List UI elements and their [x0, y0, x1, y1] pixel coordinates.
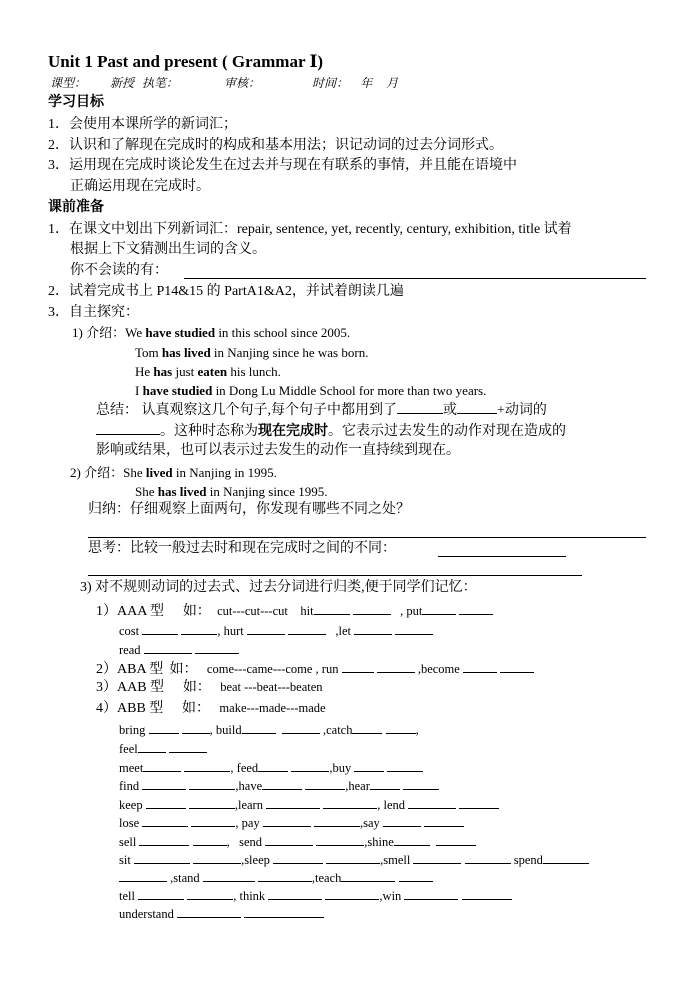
verb-word: understand [119, 907, 174, 921]
blank[interactable] [325, 887, 379, 900]
verb-word: cost [119, 624, 140, 638]
verb-word: , think [233, 889, 266, 903]
aab-label: 3）AAB 型 [96, 680, 165, 695]
verb-example: come---came---come [206, 662, 313, 676]
text: 或 [443, 403, 457, 418]
blank[interactable] [459, 796, 499, 809]
example-label: 如： [182, 701, 211, 716]
blank[interactable] [386, 721, 416, 734]
aba-label: 2）ABA 型 [96, 662, 164, 677]
blank[interactable] [262, 777, 302, 790]
think-blank[interactable] [438, 556, 566, 557]
text: in Dong Lu Middle School for more than two years. [212, 383, 487, 398]
blank[interactable] [139, 833, 189, 846]
blank[interactable] [146, 796, 186, 809]
verb-word: feel [119, 742, 138, 756]
verb-word: ,win [379, 889, 402, 903]
abb-line [119, 796, 499, 813]
prep-item-3: 3．自主探究： [48, 305, 139, 320]
abb-line [119, 851, 589, 868]
bold-verb: have studied [142, 383, 213, 398]
blank[interactable] [326, 851, 380, 864]
abb-line [119, 869, 433, 886]
verb-word: , pay [235, 816, 260, 830]
verb-word: , put [400, 604, 423, 618]
blank[interactable] [96, 422, 160, 435]
goals-heading: 学习目标 [48, 95, 104, 110]
blank[interactable] [543, 851, 589, 864]
blank[interactable] [342, 660, 374, 673]
blank[interactable] [169, 740, 207, 753]
verb-word: ,shine [364, 835, 394, 849]
verb-word: tell [119, 889, 135, 903]
example-label: 如： [182, 680, 211, 695]
abb-line [119, 833, 476, 850]
verb-word: ,say [359, 816, 380, 830]
verb-word: bring [119, 723, 146, 737]
blank[interactable] [189, 796, 235, 809]
verb-word: , feed [230, 761, 259, 775]
text: in this school since 2005. [215, 325, 351, 340]
blank[interactable] [323, 796, 377, 809]
verb-word: meet [119, 761, 144, 775]
blank[interactable] [187, 887, 233, 900]
verb-word: , lend [377, 798, 405, 812]
prep-item-1-cont: 根据上下文猜测出生词的含义。 [70, 242, 266, 257]
explore2-sentence-1 [70, 465, 277, 481]
verb-word: sell [119, 835, 137, 849]
text: Tom [135, 345, 162, 360]
bold-verb: has lived [161, 345, 211, 360]
abb-line [119, 721, 419, 738]
bold-verb: has [153, 364, 173, 379]
prep-heading: 课前准备 [48, 200, 104, 215]
verb-word: ,hear [345, 779, 370, 793]
blank[interactable] [395, 622, 433, 635]
verb-example: beat ---beat---beaten [220, 680, 323, 694]
verb-example: make---made---made [219, 701, 326, 715]
text: She [135, 484, 158, 499]
blank[interactable] [282, 721, 320, 734]
blank[interactable] [465, 851, 511, 864]
summary-line-2 [96, 422, 566, 441]
page-title: Unit 1 Past and present ( Grammar Ⅰ) [48, 52, 324, 71]
blank[interactable] [404, 887, 458, 900]
verb-word: spend [513, 853, 543, 867]
blank[interactable] [354, 759, 384, 772]
abb-line [119, 905, 324, 922]
blank[interactable] [291, 759, 329, 772]
verb-word: read [119, 643, 141, 657]
text: +动词的 [497, 403, 547, 418]
blank[interactable] [424, 814, 464, 827]
blank[interactable] [314, 602, 350, 615]
verbs-intro: 3) 对不规则动词的过去式、过去分词进行归类,便于同学们记忆： [80, 580, 477, 595]
text: 。它表示过去发生的动作对现在造成的 [328, 424, 566, 439]
prep-item-2: 2．试着完成书上 P14&15 的 PartA1&A2，并试着朗读几遍 [48, 284, 404, 299]
verb-word: , run [315, 662, 339, 676]
blank[interactable] [370, 777, 400, 790]
text: in Nanjing in 1995. [172, 465, 277, 480]
blank[interactable] [463, 660, 497, 673]
conclude-prompt: 归纳：仔细观察上面两句，你发现有哪些不同之处？ [88, 502, 410, 517]
aba-row [96, 660, 534, 679]
verb-word: send [239, 835, 263, 849]
aab-row [96, 680, 323, 697]
blank[interactable] [258, 759, 288, 772]
goal-item: 正确运用现在完成时。 [70, 179, 210, 194]
blank[interactable] [184, 759, 230, 772]
blank[interactable] [182, 721, 210, 734]
blank[interactable] [244, 905, 324, 918]
meta-review-label: 审核： [224, 76, 261, 90]
abb-label: 4）ABB 型 [96, 701, 164, 716]
blank[interactable] [138, 740, 166, 753]
explore1-sentence-1 [72, 325, 350, 341]
verb-word: ,teach [311, 871, 342, 885]
text: She [123, 465, 146, 480]
punct: , [415, 723, 419, 737]
unknown-words-blank[interactable] [184, 278, 646, 279]
explore1-sentence-4 [135, 383, 486, 399]
blank[interactable] [394, 833, 430, 846]
blank[interactable] [314, 814, 360, 827]
abb-row [96, 701, 326, 718]
prep-item-1: 1．在课文中划出下列新词汇：repair, sentence, yet, recently, century, exhibition, title 试着 [48, 222, 572, 237]
blank[interactable] [459, 602, 493, 615]
blank[interactable] [268, 887, 322, 900]
verb-word: , build [209, 723, 242, 737]
bold-verb: have studied [145, 325, 216, 340]
blank[interactable] [193, 833, 227, 846]
blank[interactable] [142, 777, 186, 790]
blank[interactable] [341, 869, 395, 882]
meta-time-label: 时间： [312, 76, 349, 90]
aaa-label: 1）AAA 型 [96, 604, 165, 619]
blank[interactable] [462, 887, 512, 900]
blank[interactable] [387, 759, 423, 772]
verb-example: cut---cut---cut [217, 604, 288, 618]
example-label: 如： [169, 662, 198, 677]
bold-verb: has lived [157, 484, 207, 499]
text: 总结： 认真观察这几个句子,每个句子中都用到了 [96, 403, 397, 418]
blank[interactable] [263, 814, 311, 827]
verb-word: ,learn [234, 798, 263, 812]
meta-author-label: 执笔： [142, 76, 179, 90]
blank[interactable] [142, 814, 188, 827]
aaa-row [96, 602, 493, 621]
unknown-words-label: 你不会读的有： [70, 263, 168, 278]
blank[interactable] [354, 622, 392, 635]
blank[interactable] [403, 777, 439, 790]
blank[interactable] [143, 759, 181, 772]
text: in Nanjing since he was born. [210, 345, 369, 360]
bold-verb: lived [145, 465, 173, 480]
blank[interactable] [119, 869, 167, 882]
abb-line [119, 777, 439, 794]
abb-line [119, 759, 423, 776]
summary-line-3: 影响或结果，也可以表示过去发生的动作一直持续到现在。 [96, 443, 460, 458]
blank[interactable] [316, 833, 364, 846]
verb-word: ,catch [322, 723, 353, 737]
text: in Nanjing since 1995. [206, 484, 328, 499]
blank[interactable] [383, 814, 421, 827]
blank[interactable] [149, 721, 179, 734]
goal-item: 3．运用现在完成时谈论发生在过去并与现在有联系的事情，并且能在语境中 [48, 158, 517, 173]
verb-word: , hurt [217, 624, 244, 638]
meta-line [50, 76, 418, 90]
abb-line [119, 814, 464, 831]
blank[interactable] [352, 721, 382, 734]
explore1-intro: 1) 介绍： [72, 325, 126, 340]
blank[interactable] [203, 869, 255, 882]
meta-type-value: 新授 [110, 76, 135, 90]
summary-line-1 [96, 401, 547, 420]
blank[interactable] [181, 622, 217, 635]
abb-line [119, 740, 207, 757]
text: I [135, 383, 143, 398]
blank[interactable] [399, 869, 433, 882]
blank[interactable] [247, 622, 285, 635]
blank[interactable] [134, 851, 190, 864]
verb-word: lose [119, 816, 140, 830]
blank[interactable] [189, 777, 235, 790]
blank[interactable] [242, 721, 276, 734]
meta-month: 月 [386, 76, 399, 90]
aaa-row-3 [119, 641, 239, 658]
explore1-sentence-3 [135, 364, 281, 380]
blank[interactable] [265, 833, 313, 846]
conclude-blank[interactable] [88, 537, 646, 538]
blank[interactable] [138, 887, 184, 900]
text: We [125, 325, 146, 340]
blank[interactable] [177, 905, 241, 918]
verb-word: hit [300, 604, 314, 618]
goal-item: 1．会使用本课所学的新词汇； [48, 117, 237, 132]
verb-word: ,have [235, 779, 263, 793]
bold-verb: eaten [197, 364, 228, 379]
verb-word: sit [119, 853, 131, 867]
text: just [172, 364, 198, 379]
text: his lunch. [227, 364, 281, 379]
blank[interactable] [195, 641, 239, 654]
example-label: 如： [182, 604, 211, 619]
verb-word: ,stand [170, 871, 200, 885]
explore1-sentence-2 [135, 345, 368, 361]
verb-word: keep [119, 798, 143, 812]
abb-line [119, 887, 512, 904]
blank[interactable] [377, 660, 415, 673]
blank[interactable] [142, 622, 178, 635]
blank[interactable] [288, 622, 326, 635]
tense-name: 现在完成时 [258, 424, 328, 439]
blank[interactable] [397, 401, 443, 414]
text: He [135, 364, 154, 379]
blank[interactable] [413, 851, 461, 864]
blank[interactable] [500, 660, 534, 673]
blank[interactable] [258, 869, 312, 882]
blank[interactable] [266, 796, 320, 809]
goal-item: 2．认识和了解现在完成时的构成和基本用法；识记动词的过去分词形式。 [48, 138, 503, 153]
punct: , [226, 835, 230, 849]
explore2-sentence-2 [135, 484, 327, 500]
verb-word: ,let [335, 624, 352, 638]
blank[interactable] [457, 401, 497, 414]
meta-type-label: 课型： [50, 76, 87, 90]
verb-word: ,sleep [241, 853, 270, 867]
blank[interactable] [353, 602, 391, 615]
blank[interactable] [193, 851, 241, 864]
text: 。这种时态称为 [160, 424, 258, 439]
aaa-row-2 [119, 622, 433, 639]
blank[interactable] [436, 833, 476, 846]
verb-word: ,buy [329, 761, 352, 775]
blank[interactable] [144, 641, 192, 654]
blank[interactable] [305, 777, 345, 790]
blank[interactable] [191, 814, 235, 827]
verb-word: find [119, 779, 140, 793]
meta-year: 年 [360, 76, 373, 90]
verb-word: ,become [417, 662, 460, 676]
blank[interactable] [422, 602, 456, 615]
think-prompt: 思考：比较一般过去时和现在完成时之间的不同： [88, 541, 396, 556]
explore2-intro: 2) 介绍： [70, 465, 124, 480]
think-blank-2[interactable] [88, 575, 582, 576]
verb-word: ,smell [380, 853, 411, 867]
blank[interactable] [273, 851, 323, 864]
blank[interactable] [408, 796, 456, 809]
